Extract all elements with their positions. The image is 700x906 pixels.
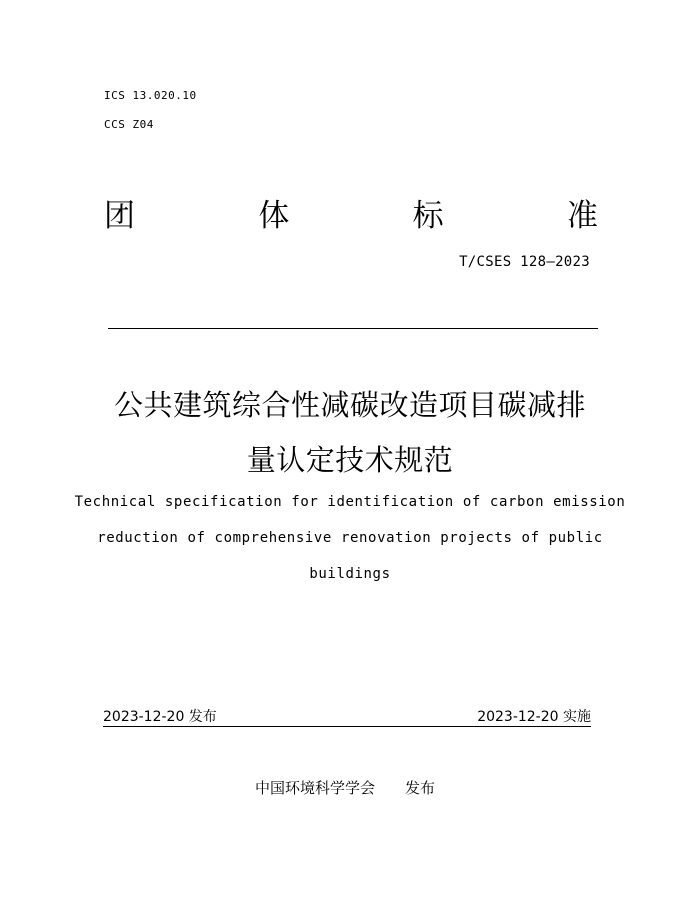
implement-date: 2023-12-20 实施 [477, 709, 591, 725]
issue-date: 2023-12-20 发布 [103, 709, 217, 725]
standard-number: T/CSES 128—2023 [459, 254, 590, 270]
standard-type-char: 准 [566, 198, 598, 234]
dates-row [103, 708, 591, 727]
ics-code: ICS 13.020.10 [104, 89, 197, 102]
standard-type-char: 标 [412, 198, 444, 234]
title-en-line-2: reduction of comprehensive renovation projects of public [97, 530, 603, 546]
title-cn-line-2: 量认定技术规范 [246, 443, 454, 477]
issuer [255, 778, 435, 798]
header-divider [108, 328, 598, 329]
standard-type [104, 196, 598, 236]
issuer-action: 发布 [405, 779, 436, 797]
ccs-code: CCS Z04 [104, 118, 154, 131]
title-en-line-3: buildings [309, 566, 391, 582]
title-en-line-1: Technical specification for identification of carbon emission [74, 494, 626, 510]
issuer-name: 中国环境科学学会 [255, 779, 376, 797]
standard-type-char: 团 [104, 198, 135, 234]
title-cn-line-1: 公共建筑综合性减碳改造项目碳减排 [113, 388, 586, 422]
standard-type-char: 体 [258, 198, 290, 234]
